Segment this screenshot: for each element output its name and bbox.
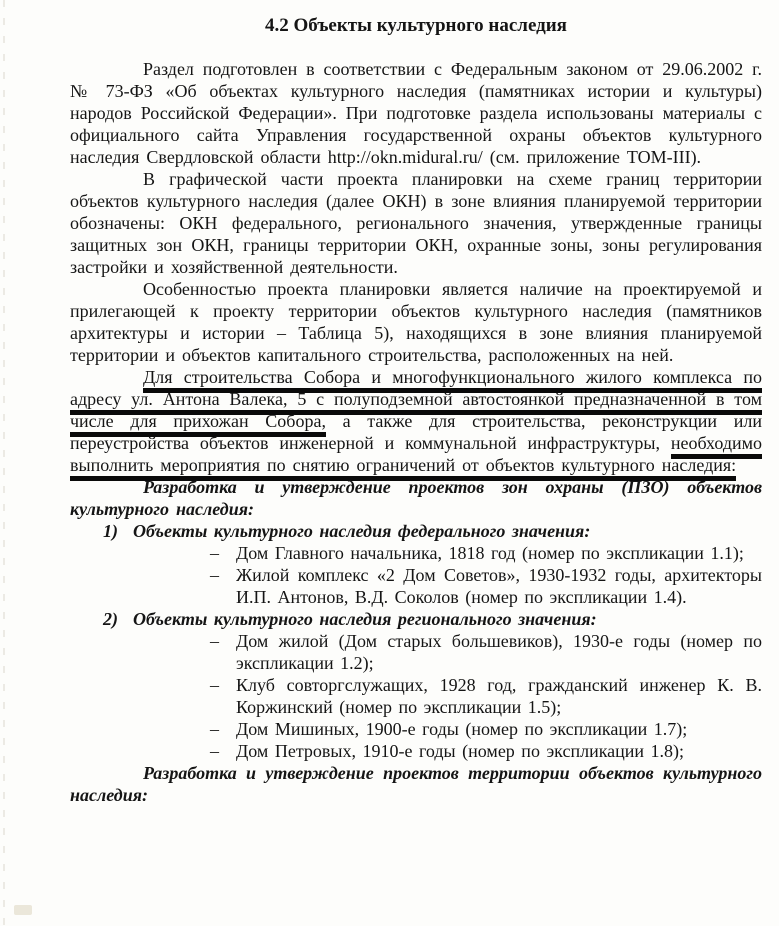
number-marker: 1) bbox=[103, 521, 118, 541]
list-item bbox=[210, 564, 762, 608]
list-item bbox=[210, 740, 762, 762]
paragraph-feature: Особенностью проекта планировки является наличие на проектируемой и прилегающей к проекту территории объектов культурного наследия (памятников архитектуры и истории – Таблица 5), находящихся в зоне влияния планируемой территории и объектов капитального строительства, расположенных на ней. bbox=[70, 279, 762, 365]
dash-marker: – bbox=[210, 675, 219, 695]
dash-marker: – bbox=[210, 741, 219, 761]
list-item bbox=[210, 630, 762, 674]
underlined-phrase-measures: необходимо выполнить мероприятия по снятию ограничений от объектов культурного наследия: bbox=[70, 433, 762, 481]
numbered-heading-label: Объекты культурного наследия регионального значения: bbox=[133, 609, 597, 629]
list-item-text: Дом жилой (Дом старых большевиков), 1930-е годы (номер по экспликации 1.2); bbox=[236, 631, 762, 673]
numbered-heading-label: Объекты культурного наследия федерального значения: bbox=[133, 521, 591, 541]
dash-marker: – bbox=[210, 543, 219, 563]
numbered-heading-federal bbox=[103, 520, 762, 542]
scan-artifact bbox=[14, 905, 32, 915]
list-item bbox=[210, 542, 762, 564]
list-item bbox=[210, 674, 762, 718]
scan-edge-artifact bbox=[3, 0, 5, 926]
dash-marker: – bbox=[210, 719, 219, 739]
underlined-phrase-construction: Для строительства Собора и многофункционального жилого комплекса по адресу ул. Антона Валека, 5 с полуподземной автостоянкой предназначенной в том числе для прихожан Собора, bbox=[70, 367, 762, 437]
number-marker: 2) bbox=[103, 609, 118, 629]
dash-marker: – bbox=[210, 631, 219, 651]
paragraph-graphic-part: В графической части проекта планировки на схеме границ территории объектов культурного наследия (далее ОКН) в зоне влияния планируемой территории обозначены: ОКН федерального, регионального значения, утвержденные границы защитных зон ОКН, границы территории ОКН, охранные зоны, зоны регулирования застройки и хозяйственной деятельности. bbox=[70, 169, 762, 277]
list-item-text: Дом Главного начальника, 1818 год (номер по экспликации 1.1); bbox=[236, 543, 744, 563]
document-content bbox=[70, 14, 762, 806]
list-item-text: Клуб совторгслужащих, 1928 год, гражданский инженер К. В. Коржинский (номер по экспликации 1.5); bbox=[236, 675, 762, 717]
paragraph-annotated bbox=[70, 366, 762, 476]
dash-marker: – bbox=[210, 565, 219, 585]
paragraph-law-reference: Раздел подготовлен в соответствии с Федеральным законом от 29.06.2002 г. № 73-ФЗ «Об объектах культурного наследия (памятниках истории и культуры) народов Российской Федерации». При подготовке раздела использованы материалы с официального сайта Управления государственной охраны объектов культурного наследия Свердловской области http://okn.midural.ru/ (см. приложение ТОМ-III). bbox=[70, 59, 762, 167]
numbered-heading-regional bbox=[103, 608, 762, 630]
list-item-text: Жилой комплекс «2 Дом Советов», 1930-1932 годы, архитекторы И.П. Антонов, В.Д. Соколов (номер по экспликации 1.4). bbox=[236, 565, 762, 607]
heading-territory-projects: Разработка и утверждение проектов территории объектов культурного наследия: bbox=[70, 763, 762, 805]
section-title: 4.2 Объекты культурного наследия bbox=[265, 15, 567, 36]
heading-protection-zones: Разработка и утверждение проектов зон охраны (ПЗО) объектов культурного наследия: bbox=[70, 477, 762, 519]
plain-phrase: а также для строительства, реконструкции или переустройства объектов инженерной и коммунальной инфраструктуры, bbox=[70, 411, 762, 453]
list-item-text: Дом Мишиных, 1900-е годы (номер по экспликации 1.7); bbox=[236, 719, 688, 739]
list-item-text: Дом Петровых, 1910-е годы (номер по экспликации 1.8); bbox=[236, 741, 685, 761]
list-item bbox=[210, 718, 762, 740]
